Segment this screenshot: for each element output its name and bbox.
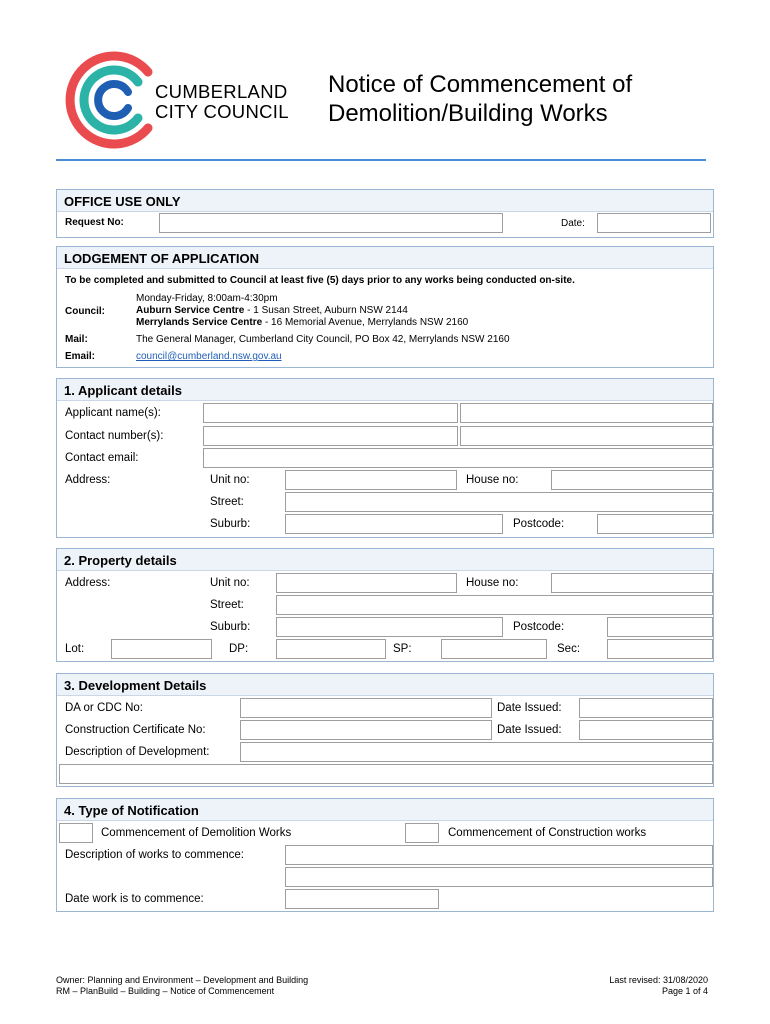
org-name — [155, 82, 289, 122]
header-divider — [56, 159, 706, 161]
contact-number-field-2[interactable] — [460, 426, 713, 446]
section-title: 1. Applicant details — [64, 383, 182, 398]
development-section — [56, 673, 714, 787]
dp-label: DP: — [229, 643, 249, 655]
demolition-checkbox[interactable] — [59, 823, 93, 843]
demolition-label: Commencement of Demolition Works — [101, 827, 292, 839]
da-date-issued-field[interactable] — [579, 698, 713, 718]
suburb-field[interactable] — [285, 514, 503, 534]
auburn-centre-name: Auburn Service Centre — [136, 305, 245, 316]
mail-label: Mail: — [65, 334, 88, 345]
lodgement-instruction: To be completed and submitted to Council at least five (5) days prior to any works being conducted on-site. — [65, 275, 575, 286]
house-no-label: House no: — [466, 474, 519, 486]
mail-value: The General Manager, Cumberland City Council, PO Box 42, Merrylands NSW 2160 — [136, 334, 510, 345]
request-no-label: Request No: — [65, 217, 124, 228]
suburb-label: Suburb: — [210, 621, 251, 633]
description-field-1[interactable] — [240, 742, 713, 762]
council-label: Council: — [65, 306, 105, 317]
footer-right — [560, 975, 708, 997]
date-issued-label: Date Issued: — [497, 724, 562, 736]
description-label: Description of Development: — [65, 746, 210, 758]
applicant-name-field-2[interactable] — [460, 403, 713, 423]
postcode-label: Postcode: — [513, 518, 565, 530]
request-no-field[interactable] — [159, 213, 503, 233]
da-cdc-label: DA or CDC No: — [65, 702, 143, 714]
merrylands-centre-address: - 16 Memorial Avenue, Merrylands NSW 2160 — [262, 317, 469, 328]
notification-section — [56, 798, 714, 912]
title-line1: Notice of Commencement of — [328, 71, 633, 98]
section-header — [57, 674, 713, 696]
construction-label: Commencement of Construction works — [448, 827, 647, 839]
footer-page: Page 1 of 4 — [661, 986, 708, 996]
unit-no-field[interactable] — [285, 470, 457, 490]
page-title — [328, 70, 632, 128]
section-title: LODGEMENT OF APPLICATION — [64, 251, 259, 266]
sec-label: Sec: — [557, 643, 581, 655]
footer-revised: Last revised: 31/08/2020 — [609, 975, 708, 985]
footer-rm: RM – PlanBuild – Building – Notice of Commencement — [56, 986, 275, 996]
street-field[interactable] — [285, 492, 713, 512]
construction-checkbox[interactable] — [405, 823, 439, 843]
suburb-field[interactable] — [276, 617, 503, 637]
footer-owner: Owner: Planning and Environment – Development and Building — [56, 975, 309, 985]
cumberland-logo-icon — [60, 50, 170, 150]
section-title: 2. Property details — [64, 553, 177, 568]
office-use-section — [56, 189, 714, 238]
auburn-centre — [136, 305, 408, 316]
property-section — [56, 548, 714, 662]
house-no-label: House no: — [466, 577, 519, 589]
lodgement-section — [56, 246, 714, 368]
cc-no-label: Construction Certificate No: — [65, 724, 206, 736]
lot-field[interactable] — [111, 639, 212, 659]
house-no-field[interactable] — [551, 573, 713, 593]
footer-left — [56, 975, 308, 997]
da-cdc-field[interactable] — [240, 698, 492, 718]
lot-label: Lot: — [65, 643, 85, 655]
section-header — [57, 190, 713, 212]
council-hours: Monday-Friday, 8:00am-4:30pm — [136, 293, 278, 304]
sp-label: SP: — [393, 643, 412, 655]
street-label: Street: — [210, 599, 244, 611]
org-name-line2: CITY COUNCIL — [155, 101, 289, 122]
applicant-name-field-1[interactable] — [203, 403, 458, 423]
section-title: 3. Development Details — [64, 678, 207, 693]
unit-no-label: Unit no: — [210, 577, 250, 589]
auburn-centre-address: - 1 Susan Street, Auburn NSW 2144 — [244, 305, 408, 316]
section-header — [57, 549, 713, 571]
section-header — [57, 799, 713, 821]
address-label: Address: — [65, 474, 111, 486]
contact-number-label: Contact number(s): — [65, 430, 164, 442]
suburb-label: Suburb: — [210, 518, 251, 530]
cc-date-issued-field[interactable] — [579, 720, 713, 740]
contact-number-field-1[interactable] — [203, 426, 458, 446]
contact-email-label: Contact email: — [65, 452, 139, 464]
applicant-name-label: Applicant name(s): — [65, 407, 161, 419]
section-header — [57, 379, 713, 401]
postcode-label: Postcode: — [513, 621, 565, 633]
title-line2: Demolition/Building Works — [328, 100, 608, 127]
street-label: Street: — [210, 496, 244, 508]
sec-field[interactable] — [607, 639, 713, 659]
property-address-label: Address: — [65, 577, 111, 589]
section-title: OFFICE USE ONLY — [64, 194, 181, 209]
section-header — [57, 247, 713, 269]
works-description-field-1[interactable] — [285, 845, 713, 865]
applicant-section — [56, 378, 714, 538]
house-no-field[interactable] — [551, 470, 713, 490]
street-field[interactable] — [276, 595, 713, 615]
date-issued-label: Date Issued: — [497, 702, 562, 714]
unit-no-field[interactable] — [276, 573, 457, 593]
date-label: Date: — [561, 218, 585, 229]
section-title: 4. Type of Notification — [64, 803, 199, 818]
dp-field[interactable] — [276, 639, 386, 659]
merrylands-centre — [136, 317, 468, 328]
contact-email-field[interactable] — [203, 448, 713, 468]
description-field-2[interactable] — [59, 764, 713, 784]
email-label: Email: — [65, 351, 96, 362]
postcode-field[interactable] — [607, 617, 713, 637]
email-link[interactable]: council@cumberland.nsw.gov.au — [136, 351, 282, 362]
postcode-field[interactable] — [597, 514, 713, 534]
merrylands-centre-name: Merrylands Service Centre — [136, 317, 263, 328]
commence-date-field[interactable] — [285, 889, 439, 909]
sp-field[interactable] — [441, 639, 547, 659]
works-description-field-2[interactable] — [285, 867, 713, 887]
unit-no-label: Unit no: — [210, 474, 250, 486]
works-description-label: Description of works to commence: — [65, 849, 244, 861]
date-field[interactable] — [597, 213, 711, 233]
cc-no-field[interactable] — [240, 720, 492, 740]
org-name-line1: CUMBERLAND — [155, 81, 288, 102]
commence-date-label: Date work is to commence: — [65, 893, 204, 905]
